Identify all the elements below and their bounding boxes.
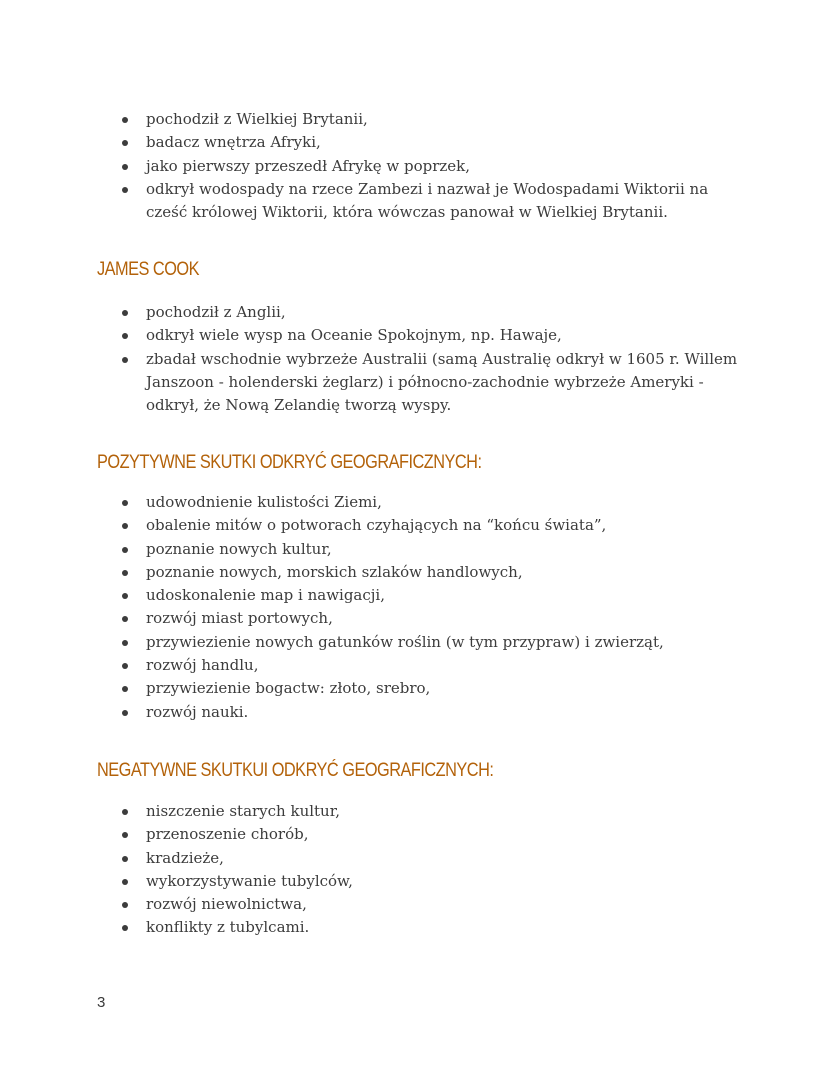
james-cook-facts-list: [122, 301, 742, 417]
list-item: rozwój miast portowych,: [122, 607, 742, 630]
list-item: rozwój nauki.: [122, 701, 742, 724]
section-heading-james-cook: JAMES COOK: [97, 259, 199, 280]
list-item: kradzieże,: [122, 847, 742, 870]
list-item: pochodził z Anglii,: [122, 301, 742, 324]
list-item: poznanie nowych kultur,: [122, 538, 742, 561]
list-item: rozwój niewolnictwa,: [122, 893, 742, 916]
list-item: odkrył wodospady na rzece Zambezi i nazwał je Wodospadami Wiktorii na cześć królowej Wiktorii, która wówczas panował w Wielkiej Brytanii.: [122, 178, 742, 225]
list-item: badacz wnętrza Afryki,: [122, 131, 742, 154]
negative-effects-list: [122, 800, 742, 940]
list-item: obalenie mitów o potworach czyhających na “końcu świata”,: [122, 514, 742, 537]
section-heading-negative-effects: NEGATYWNE SKUTKUI ODKRYĆ GEOGRAFICZNYCH:: [97, 760, 494, 781]
list-item: przenoszenie chorób,: [122, 823, 742, 846]
list-item: pochodził z Wielkiej Brytanii,: [122, 108, 742, 131]
list-item: udoskonalenie map i nawigacji,: [122, 584, 742, 607]
positive-effects-list: [122, 491, 742, 724]
list-item: wykorzystywanie tubylców,: [122, 870, 742, 893]
list-item: odkrył wiele wysp na Oceanie Spokojnym, np. Hawaje,: [122, 324, 742, 347]
list-item: konflikty z tubylcami.: [122, 916, 742, 939]
section-heading-positive-effects: POZYTYWNE SKUTKI ODKRYĆ GEOGRAFICZNYCH:: [97, 452, 482, 473]
list-item: niszczenie starych kultur,: [122, 800, 742, 823]
list-item: rozwój handlu,: [122, 654, 742, 677]
list-item: przywiezienie nowych gatunków roślin (w tym przypraw) i zwierząt,: [122, 631, 742, 654]
list-item: poznanie nowych, morskich szlaków handlowych,: [122, 561, 742, 584]
livingstone-facts-list: [122, 108, 742, 224]
list-item: udowodnienie kulistości Ziemi,: [122, 491, 742, 514]
list-item: jako pierwszy przeszedł Afrykę w poprzek,: [122, 155, 742, 178]
list-item: zbadał wschodnie wybrzeże Australii (samą Australię odkrył w 1605 r. Willem Janszoon - holenderski żeglarz) i północno-zachodnie wybrzeże Ameryki - odkrył, że Nową Zelandię tworzą wyspy.: [122, 348, 742, 418]
list-item: przywiezienie bogactw: złoto, srebro,: [122, 677, 742, 700]
page-number: 3: [97, 994, 106, 1011]
